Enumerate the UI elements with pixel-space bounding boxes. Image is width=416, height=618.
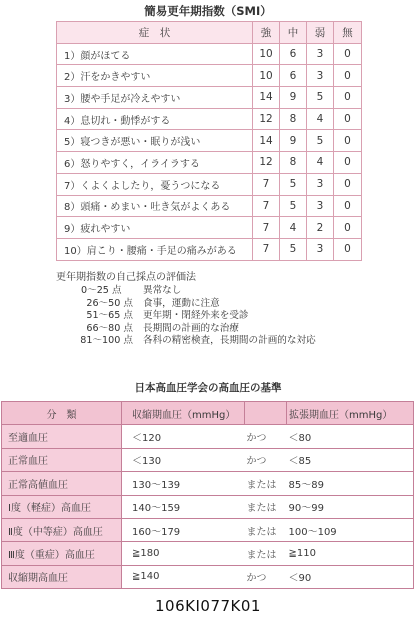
classification-cell: Ⅰ度（軽症）高血圧 — [2, 495, 122, 518]
smi-row — [57, 152, 362, 174]
evaluation-row — [63, 323, 316, 336]
score-weak: 3 — [307, 65, 334, 87]
systolic-cell: 140〜159 — [122, 495, 245, 518]
evaluation-range: 0〜25 点 — [81, 285, 122, 296]
evaluation-row — [63, 298, 316, 311]
smi-row — [57, 108, 362, 130]
score-mid: 5 — [280, 173, 307, 195]
symptom-cell: 7）くよくよしたり，憂うつになる — [57, 173, 253, 195]
header-conj-spacer — [245, 402, 287, 425]
diastolic-cell: ≧110 — [287, 542, 414, 565]
score-weak: 5 — [307, 130, 334, 152]
score-mid: 4 — [280, 217, 307, 239]
diastolic-cell: 85〜89 — [287, 472, 414, 495]
score-mid: 8 — [280, 108, 307, 130]
score-strong: 7 — [253, 195, 280, 217]
score-weak: 4 — [307, 108, 334, 130]
systolic-cell: ＜130 — [122, 448, 245, 471]
conjunction-cell: かつ — [245, 448, 287, 471]
conjunction-cell: または — [245, 495, 287, 518]
systolic-cell: ＜120 — [122, 425, 245, 448]
smi-table — [56, 21, 362, 261]
systolic-cell: 160〜179 — [122, 518, 245, 541]
classification-cell: 正常血圧 — [2, 448, 122, 471]
classification-cell: Ⅱ度（中等症）高血圧 — [2, 518, 122, 541]
smi-row — [57, 238, 362, 260]
bp-row — [2, 448, 414, 471]
systolic-cell: ≧180 — [122, 542, 245, 565]
score-mid: 5 — [280, 195, 307, 217]
header-systolic: 収縮期血圧（mmHg） — [122, 402, 245, 425]
score-strong: 14 — [253, 87, 280, 109]
score-weak: 3 — [307, 173, 334, 195]
symptom-cell: 6）怒りやすく，イライラする — [57, 152, 253, 174]
evaluation-title: 更年期指数の自己採点の評価法 — [56, 272, 196, 283]
classification-cell: Ⅲ度（重症）高血圧 — [2, 542, 122, 565]
bp-row — [2, 542, 414, 565]
figure-code: 106KI077K01 — [155, 597, 261, 615]
evaluation-row — [63, 310, 316, 323]
score-mid: 9 — [280, 130, 307, 152]
score-strong: 7 — [253, 173, 280, 195]
diastolic-cell: 100〜109 — [287, 518, 414, 541]
symptom-cell: 8）頭痛・めまい・吐き気がよくある — [57, 195, 253, 217]
conjunction-cell: または — [245, 472, 287, 495]
header-none: 無 — [334, 22, 362, 44]
conjunction-cell: または — [245, 518, 287, 541]
evaluation-desc: 長期間の計画的な治療 — [143, 322, 239, 334]
score-none: 0 — [334, 65, 362, 87]
systolic-cell: ≧140 — [122, 565, 245, 588]
score-weak: 3 — [307, 238, 334, 260]
symptom-cell: 10）肩こり・腰痛・手足の痛みがある — [57, 238, 253, 260]
classification-cell: 収縮期高血圧 — [2, 565, 122, 588]
score-none: 0 — [334, 173, 362, 195]
evaluation-desc: 更年期・閉経外来を受診 — [143, 310, 249, 321]
score-none: 0 — [334, 130, 362, 152]
bp-row — [2, 472, 414, 495]
bp-row — [2, 518, 414, 541]
score-strong: 10 — [253, 65, 280, 87]
bp-row — [2, 425, 414, 448]
score-strong: 12 — [253, 108, 280, 130]
conjunction-cell: かつ — [245, 565, 287, 588]
score-mid: 5 — [280, 238, 307, 260]
evaluation-desc: 食事，運動に注意 — [143, 297, 220, 309]
symptom-cell: 9）疲れやすい — [57, 217, 253, 239]
evaluation-desc: 各科の精密検査，長期間の計画的な対応 — [143, 335, 316, 346]
score-none: 0 — [334, 217, 362, 239]
symptom-cell: 1）顔がほてる — [57, 43, 253, 65]
symptom-cell: 4）息切れ・動悸がする — [57, 108, 253, 130]
header-diastolic: 拡張期血圧（mmHg） — [287, 402, 414, 425]
evaluation-row — [63, 285, 316, 298]
evaluation-range: 26〜50 点 — [86, 297, 133, 309]
score-strong: 10 — [253, 43, 280, 65]
diastolic-cell: ＜80 — [287, 425, 414, 448]
score-strong: 12 — [253, 152, 280, 174]
score-none: 0 — [334, 195, 362, 217]
symptom-cell: 5）寝つきが悪い・眠りが浅い — [57, 130, 253, 152]
smi-row — [57, 173, 362, 195]
bp-title: 日本高血圧学会の高血圧の基準 — [134, 382, 282, 394]
evaluation-range: 81〜100 点 — [80, 335, 133, 346]
evaluation-desc: 異常なし — [143, 285, 182, 296]
score-strong: 7 — [253, 238, 280, 260]
smi-row — [57, 43, 362, 65]
bp-header-row — [2, 402, 414, 425]
smi-row — [57, 87, 362, 109]
header-strong: 強 — [253, 22, 280, 44]
bp-row — [2, 495, 414, 518]
symptom-cell: 2）汗をかきやすい — [57, 65, 253, 87]
header-classification: 分 類 — [2, 402, 122, 425]
classification-cell: 正常高値血圧 — [2, 472, 122, 495]
score-none: 0 — [334, 152, 362, 174]
diastolic-cell: 90〜99 — [287, 495, 414, 518]
symptom-cell: 3）腰や手足が冷えやすい — [57, 87, 253, 109]
diastolic-cell: ＜85 — [287, 448, 414, 471]
score-strong: 7 — [253, 217, 280, 239]
smi-row — [57, 65, 362, 87]
diastolic-cell: ＜90 — [287, 565, 414, 588]
smi-row — [57, 130, 362, 152]
score-weak: 2 — [307, 217, 334, 239]
evaluation-list — [63, 285, 316, 348]
systolic-cell: 130〜139 — [122, 472, 245, 495]
conjunction-cell: かつ — [245, 425, 287, 448]
bp-row — [2, 565, 414, 588]
header-symptom: 症 状 — [57, 22, 253, 44]
smi-row — [57, 195, 362, 217]
score-mid: 8 — [280, 152, 307, 174]
evaluation-range: 66〜80 点 — [86, 322, 133, 334]
smi-title: 簡易更年期指数（SMI） — [144, 4, 272, 18]
smi-row — [57, 217, 362, 239]
score-none: 0 — [334, 87, 362, 109]
score-mid: 6 — [280, 43, 307, 65]
score-strong: 14 — [253, 130, 280, 152]
score-none: 0 — [334, 43, 362, 65]
score-weak: 3 — [307, 43, 334, 65]
bp-table — [1, 401, 414, 589]
score-mid: 6 — [280, 65, 307, 87]
score-weak: 3 — [307, 195, 334, 217]
score-none: 0 — [334, 108, 362, 130]
score-none: 0 — [334, 238, 362, 260]
score-weak: 4 — [307, 152, 334, 174]
smi-header-row — [57, 22, 362, 44]
classification-cell: 至適血圧 — [2, 425, 122, 448]
score-mid: 9 — [280, 87, 307, 109]
score-weak: 5 — [307, 87, 334, 109]
evaluation-row — [63, 335, 316, 348]
header-weak: 弱 — [307, 22, 334, 44]
conjunction-cell: または — [245, 542, 287, 565]
evaluation-range: 51〜65 点 — [86, 310, 133, 321]
header-mid: 中 — [280, 22, 307, 44]
